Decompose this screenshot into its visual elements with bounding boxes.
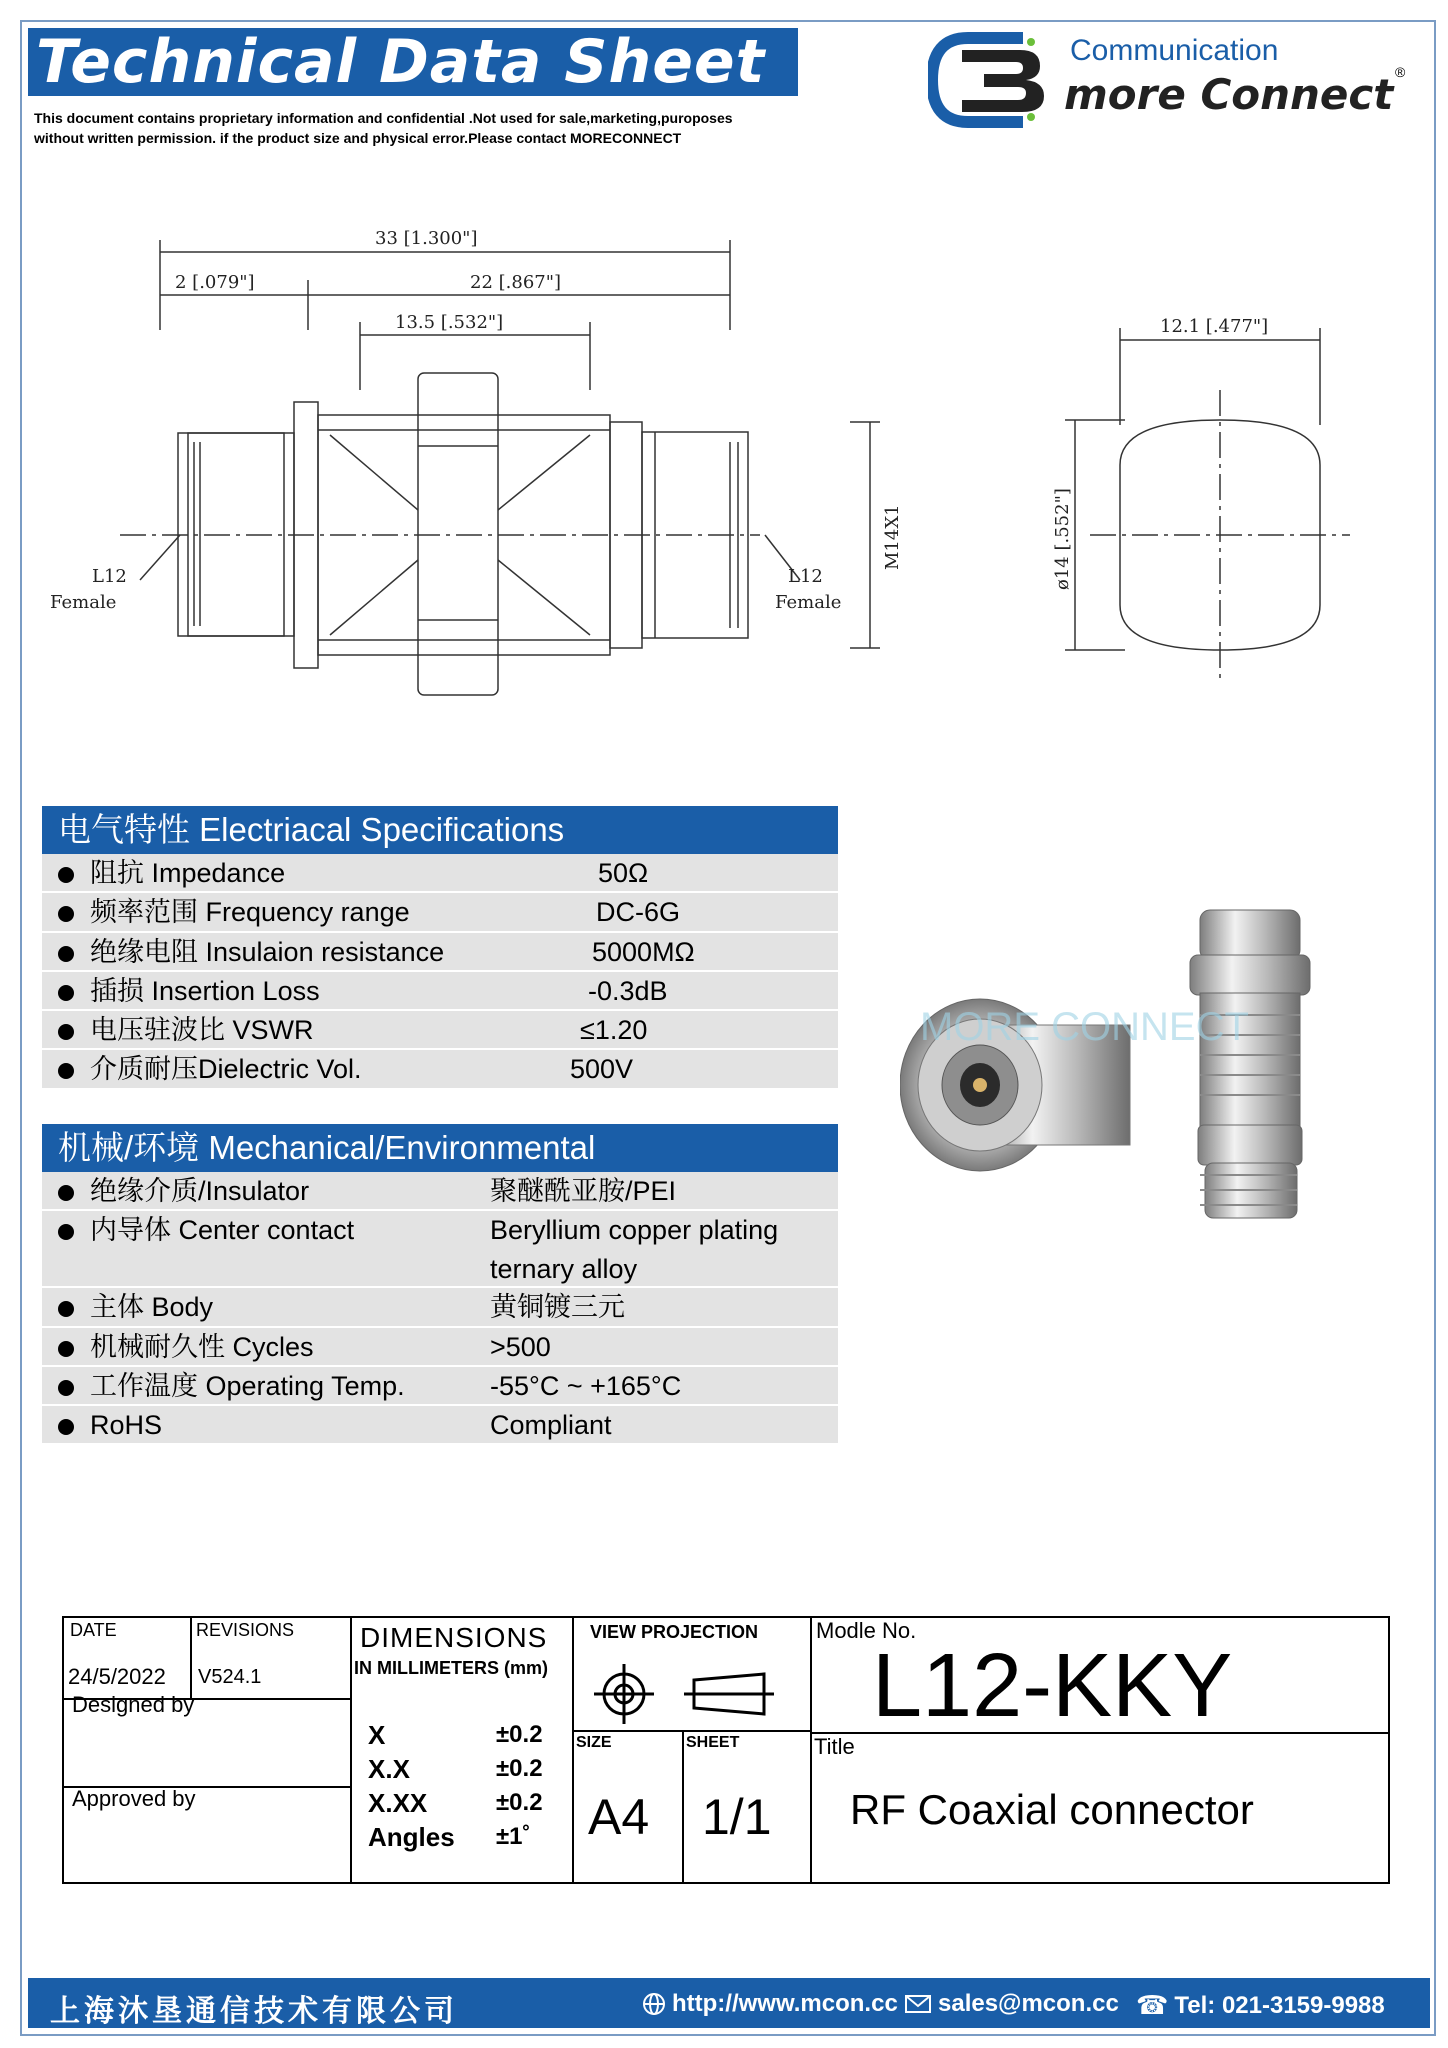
size-value: A4 [588, 1789, 650, 1845]
spec-row-vswr [42, 1011, 838, 1050]
dim-right-length: 22 [.867"] [470, 272, 562, 293]
spec-value: -55°C ~ +165°C [490, 1370, 682, 1401]
spec-value: 黄铜镀三元 [490, 1292, 625, 1323]
left-port-gender: Female [50, 592, 117, 613]
bullet-icon [58, 1185, 74, 1201]
logo-text-more-connect: more Connect [1064, 70, 1394, 119]
disclaimer-line-2: without written permission. if the product size and physical error.Please contact MORECONNECT [34, 130, 682, 146]
date-value: 24/5/2022 [68, 1664, 166, 1689]
approved-by-label: Approved by [72, 1786, 196, 1811]
registered-mark: ® [1395, 64, 1406, 80]
spec-value: 聚醚酰亚胺/PEI [490, 1176, 677, 1206]
spec-value [490, 1211, 778, 1289]
model-number: L12-KKY [872, 1636, 1233, 1736]
tolerance-angles-value: ±1˚ [496, 1823, 531, 1850]
website-link[interactable] [642, 1990, 898, 2018]
bullet-icon [58, 1341, 74, 1357]
telephone-text: Tel: 021-3159-9988 [1174, 1991, 1385, 2019]
tolerance-xx: X.X [368, 1754, 410, 1784]
designed-by-label: Designed by [72, 1692, 195, 1717]
spec-value-line-1: Beryllium copper plating [490, 1215, 779, 1246]
dim-overall-length: 33 [1.300"] [375, 228, 478, 249]
sheet-value: 1/1 [702, 1789, 772, 1845]
photo-watermark: MORE CONNECT [920, 1005, 1249, 1049]
spec-label: 频率范围 Frequency range [90, 897, 410, 928]
units-label: IN MILLIMETERS (mm) [354, 1658, 548, 1678]
spec-row-dielectric [42, 1050, 838, 1089]
disclaimer-line-1: This document contains proprietary information and confidential .Not used for sale,marketing,puroposes [34, 110, 733, 126]
mechanical-specs-table [42, 1172, 838, 1445]
spec-row-frequency [42, 893, 838, 932]
right-port-label: L12 [788, 566, 823, 587]
spec-label: RoHS [90, 1410, 163, 1441]
spec-value: ≤1.20 [580, 1015, 648, 1046]
spec-label: 主体 Body [90, 1292, 214, 1323]
company-name: 上海沐垦通信技术有限公司 [50, 1994, 458, 2029]
tolerance-x: X [368, 1720, 386, 1750]
bullet-icon [58, 1380, 74, 1396]
spec-row-operating-temp [42, 1367, 838, 1406]
view-projection-label: VIEW PROJECTION [590, 1622, 759, 1642]
side-view-width: 12.1 [.477"] [1160, 316, 1269, 337]
bullet-icon [58, 985, 74, 1001]
spec-value: >500 [490, 1331, 551, 1362]
model-label: Modle No. [816, 1618, 917, 1643]
spec-value: DC-6G [596, 897, 681, 928]
spec-row-impedance [42, 854, 838, 893]
product-photo [900, 905, 1340, 1235]
spec-value: 50Ω [598, 858, 649, 888]
right-port-gender: Female [775, 592, 842, 613]
revisions-label: REVISIONS [196, 1620, 295, 1640]
left-port-label: L12 [92, 566, 127, 587]
spec-value-line-2: ternary alloy [490, 1254, 638, 1285]
disclaimer [34, 108, 814, 148]
bullet-icon [58, 1419, 74, 1435]
spec-row-center-contact [42, 1211, 838, 1288]
spec-row-insulation [42, 933, 838, 972]
spec-label: 绝缘电阻 Insulaion resistance [90, 936, 445, 967]
tolerance-xxx-value: ±0.2 [496, 1789, 543, 1816]
telephone-link[interactable] [1136, 1990, 1385, 2021]
spec-label: 工作温度 Operating Temp. [90, 1370, 405, 1401]
spec-value: 500V [570, 1054, 634, 1085]
bullet-icon [58, 906, 74, 922]
spec-row-body [42, 1288, 838, 1327]
footer-bar [28, 1978, 1430, 2028]
revision-value: V524.1 [198, 1666, 262, 1688]
electrical-specs-heading: 电气特性 Electriacal Specifications [42, 806, 838, 854]
tolerance-values [496, 1718, 543, 1854]
spec-label: 电压驻波比 VSWR [90, 1015, 314, 1046]
bullet-icon [58, 1063, 74, 1079]
email-text: sales@mcon.cc [938, 1990, 1119, 2017]
spec-label: 介质耐压Dielectric Vol. [90, 1054, 362, 1085]
bullet-icon [58, 1224, 74, 1240]
date-label: DATE [70, 1620, 117, 1640]
spec-row-insertion-loss [42, 972, 838, 1011]
logo-text-communication: Communication [1070, 34, 1279, 67]
projection-symbol-icon [594, 1664, 794, 1724]
size-label: SIZE [576, 1734, 612, 1751]
spec-label: 绝缘介质/Insulator [90, 1176, 310, 1206]
tolerance-xxx: X.XX [368, 1788, 428, 1818]
spec-value: 5000MΩ [592, 936, 695, 967]
website-text: http://www.mcon.cc [672, 1990, 898, 2017]
mechanical-specs-heading: 机械/环境 Mechanical/Environmental [42, 1124, 838, 1172]
telephone-icon: ☎ [1136, 1990, 1169, 2020]
spec-label: 内导体 Center contact [90, 1215, 355, 1246]
bullet-icon [58, 1301, 74, 1317]
spec-row-insulator [42, 1172, 838, 1211]
bullet-icon [58, 946, 74, 962]
globe-icon [642, 1992, 666, 2016]
tolerance-xx-value: ±0.2 [496, 1755, 543, 1782]
spec-label: 插损 Insertion Loss [90, 975, 320, 1006]
document-title: Technical Data Sheet [28, 28, 798, 96]
electrical-specs-table [42, 854, 838, 1090]
spec-value: -0.3dB [588, 975, 668, 1006]
side-view-diameter: ø14 [.552"] [1052, 488, 1073, 590]
dim-thread: M14X1 [882, 504, 903, 570]
dim-nut: 13.5 [.532"] [395, 312, 504, 333]
dimensions-label: DIMENSIONS [360, 1622, 548, 1653]
tolerance-angles: Angles [368, 1822, 455, 1852]
technical-drawing [30, 210, 1420, 700]
tolerance-names [368, 1718, 455, 1854]
envelope-icon [904, 1993, 932, 2015]
product-title: RF Coaxial connector [850, 1786, 1254, 1833]
tolerance-x-value: ±0.2 [496, 1721, 543, 1748]
spec-value: Compliant [490, 1410, 612, 1441]
spec-label: 阻抗 Impedance [90, 858, 286, 888]
dim-flange: 2 [.079"] [175, 272, 255, 293]
email-link[interactable] [904, 1990, 1119, 2018]
bullet-icon [58, 867, 74, 883]
bullet-icon [58, 1024, 74, 1040]
spec-row-rohs [42, 1406, 838, 1445]
sheet-label: SHEET [686, 1734, 740, 1751]
title-block [62, 1616, 1390, 1884]
spec-label: 机械耐久性 Cycles [90, 1331, 314, 1362]
title-label: Title [814, 1734, 855, 1759]
spec-row-cycles [42, 1328, 838, 1367]
